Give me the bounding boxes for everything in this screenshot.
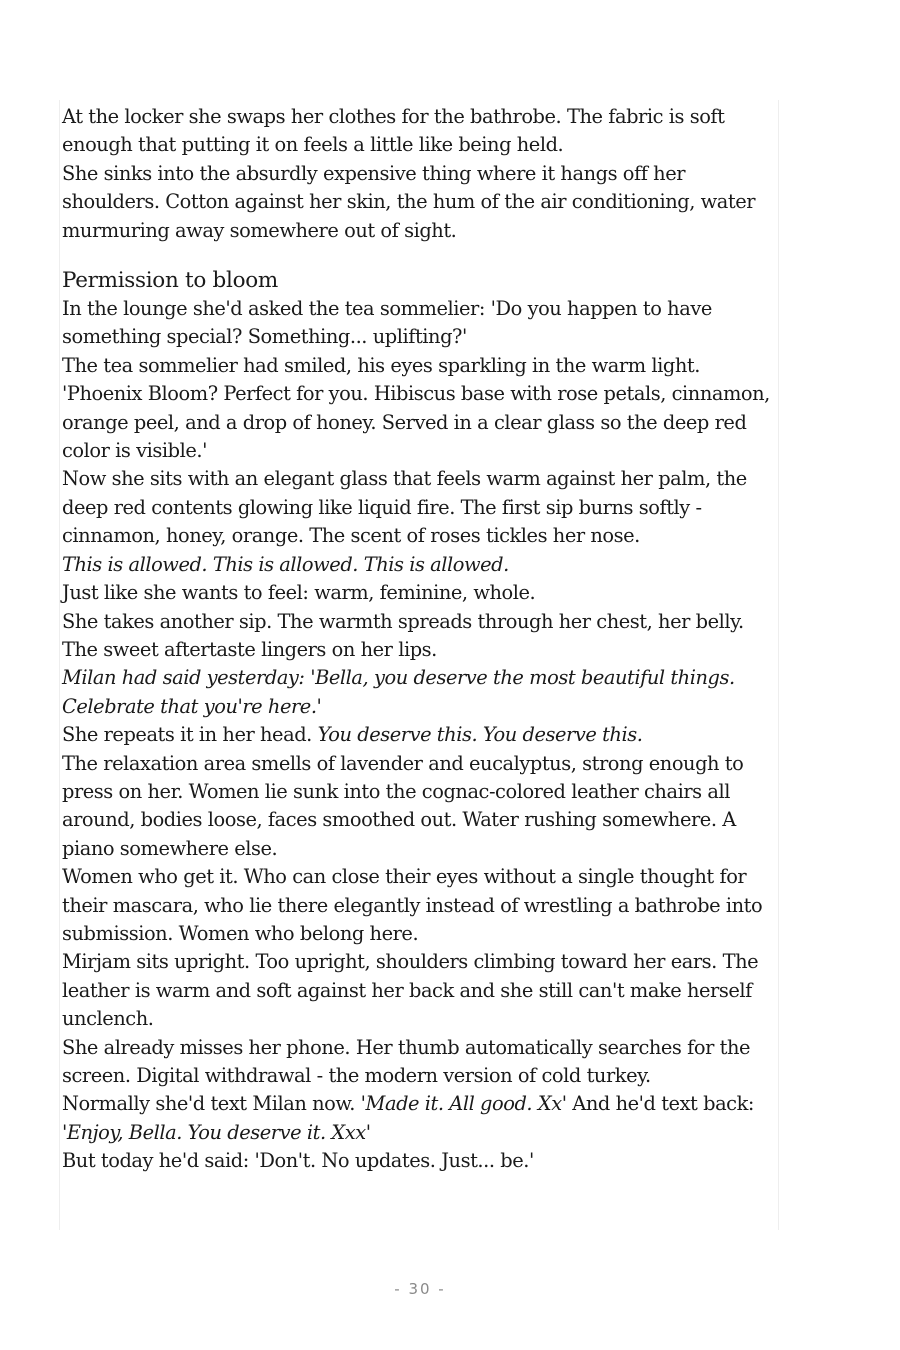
paragraph: At the locker she swaps her clothes for the bathrobe. The fabric is soft enough that putting it on feels a little like being held. [62,105,725,157]
italic-paragraph: This is allowed. This is allowed. This is allowed. [62,552,509,576]
paragraph: But today he'd said: 'Don't. No updates. Just... be.' [62,1149,534,1173]
italic-text: 'Enjoy, Bella. You deserve it. Xxx' [62,1120,371,1144]
page-body [62,103,778,1176]
paragraph: She takes another sip. The warmth spreads through her chest, her belly. The sweet aftertaste lingers on her lips. [62,609,744,661]
paragraph-text: She repeats it in her head. [62,723,318,747]
page-number: - 30 - [394,1280,446,1298]
paragraph: She already misses her phone. Her thumb automatically searches for the screen. Digital withdrawal - the modern version of cold turkey. [62,1035,751,1087]
section-heading: Permission to bloom [62,268,278,294]
paragraph [62,721,778,749]
paragraph: The relaxation area smells of lavender and eucalyptus, strong enough to press on her. Women lie sunk into the cognac-colored leather chairs all around, bodies loose, faces smoothed out. Water rushing somewhere. A piano somewhere else. [62,751,744,860]
italic-paragraph: Milan had said yesterday: 'Bella, you deserve the most beautiful things. Celebrate that you're here.' [62,666,735,718]
paragraph [62,1090,778,1147]
paragraph: Just like she wants to feel: warm, feminine, whole. [62,581,536,605]
paragraph-text: Normally she'd text Milan now. [62,1092,361,1116]
paragraph: Women who get it. Who can close their eyes without a single thought for their mascara, who lie there elegantly instead of wrestling a bathrobe into submission. Women who belong here. [62,865,763,945]
paragraph: She sinks into the absurdly expensive thing where it hangs off her shoulders. Cotton against her skin, the hum of the air conditioning, water murmuring away somewhere out of sight. [62,161,756,242]
paragraph: The tea sommelier had smiled, his eyes sparkling in the warm light. 'Phoenix Bloom? Perfect for you. Hibiscus base with rose petals, cinnamon, orange peel, and a drop of honey. Served in a clear glass so the deep red color is visible.' [62,353,770,463]
paragraph: In the lounge she'd asked the tea sommelier: 'Do you happen to have something special? Something... uplifting?' [62,297,712,349]
italic-text: 'Made it. All good. Xx' [360,1092,567,1116]
paragraph: Now she sits with an elegant glass that feels warm against her palm, the deep red contents glowing like liquid fire. The first sip burns softly - cinnamon, honey, orange. The scent of roses tickles her nose. [62,467,747,548]
paragraph-text: And he'd text back: [566,1092,754,1116]
paragraph: Mirjam sits upright. Too upright, shoulders climbing toward her ears. The leather is warm and soft against her back and she still can't make herself unclench. [62,950,759,1031]
italic-text: You deserve this. You deserve this. [317,723,643,747]
